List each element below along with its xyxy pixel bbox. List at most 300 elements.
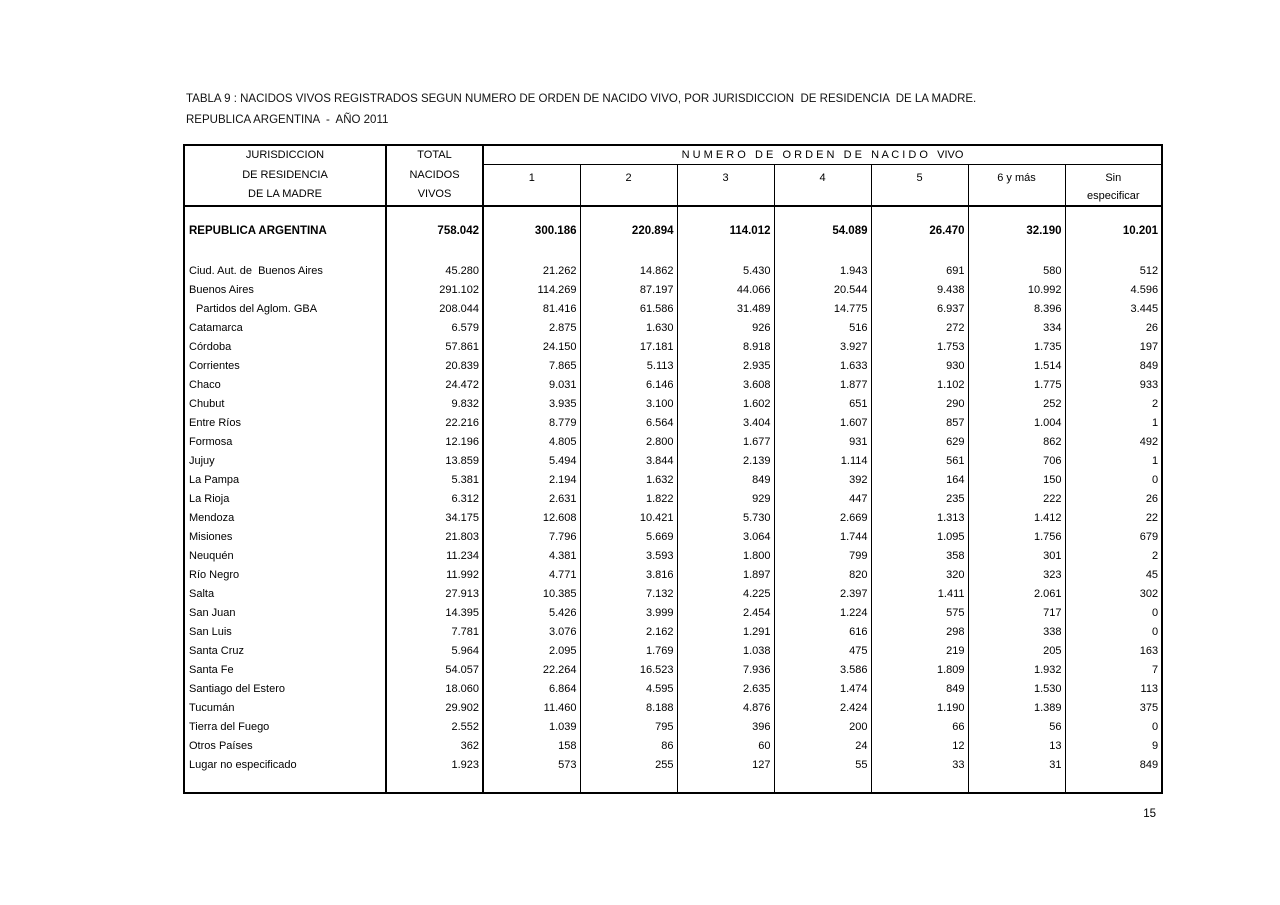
table-row [184, 300, 1162, 319]
cell-value: 1.412 [968, 509, 1065, 528]
col-header-total-line: TOTAL [417, 149, 452, 161]
cell-value: 6.312 [386, 490, 483, 509]
cell-value: 1.389 [968, 699, 1065, 718]
cell-value: 11.992 [386, 566, 483, 585]
table-row [184, 490, 1162, 509]
cell-value: 3.064 [677, 528, 774, 547]
row-label: San Luis [189, 626, 232, 638]
cell-value: 5.381 [386, 471, 483, 490]
cell-value: 235 [871, 490, 968, 509]
cell-value: 5.426 [483, 604, 580, 623]
cell-value: 7.781 [386, 623, 483, 642]
cell-value: 13.859 [386, 452, 483, 471]
table-row [184, 338, 1162, 357]
col-header-order-5: 5 [871, 164, 968, 206]
cell-value: 799 [774, 547, 871, 566]
cell-value: 222 [968, 490, 1065, 509]
table-row [184, 718, 1162, 737]
cell-value: 334 [968, 319, 1065, 338]
table-row [184, 319, 1162, 338]
cell-value: 1.514 [968, 357, 1065, 376]
cell-value: 6.579 [386, 319, 483, 338]
cell-value: 24.150 [483, 338, 580, 357]
cell-value: 54.057 [386, 661, 483, 680]
cell-value: 22 [1065, 509, 1162, 528]
cell-value: 114.269 [483, 281, 580, 300]
cell-value: 679 [1065, 528, 1162, 547]
cell-value: 717 [968, 604, 1065, 623]
table-row [184, 642, 1162, 661]
row-label: Catamarca [189, 322, 243, 334]
col-header-order-banner: N U M E R O D E O R D E N D E N A C I D O VIVO [483, 145, 1162, 164]
cell-value: 17.181 [580, 338, 677, 357]
cell-value: 1 [1065, 452, 1162, 471]
cell-value: 2.424 [774, 699, 871, 718]
cell-value: 3.927 [774, 338, 871, 357]
cell-value: 3.586 [774, 661, 871, 680]
col-header-jurisdiction-line: JURISDICCION [245, 149, 325, 161]
cell-value: 516 [774, 319, 871, 338]
header-row-1 [184, 145, 1162, 164]
cell-value: 1.809 [871, 661, 968, 680]
cell-value: 32.190 [968, 222, 1065, 241]
cell-value: 205 [968, 642, 1065, 661]
cell-value: 2.875 [483, 319, 580, 338]
cell-value: 20.544 [774, 281, 871, 300]
cell-value: 1.756 [968, 528, 1065, 547]
table-row [184, 699, 1162, 718]
cell-value: 926 [677, 319, 774, 338]
cell-value: 290 [871, 395, 968, 414]
table-row [184, 357, 1162, 376]
row-label: Buenos Aires [189, 284, 254, 296]
cell-value: 862 [968, 433, 1065, 452]
cell-value: 9.832 [386, 395, 483, 414]
cell-value: 492 [1065, 433, 1162, 452]
cell-value: 2 [1065, 395, 1162, 414]
col-header-jurisdiction-line: DE RESIDENCIA [242, 168, 328, 181]
cell-value: 61.586 [580, 300, 677, 319]
cell-value: 1.932 [968, 661, 1065, 680]
cell-value: 219 [871, 642, 968, 661]
cell-value: 26.470 [871, 222, 968, 241]
cell-value: 164 [871, 471, 968, 490]
cell-value: 849 [1065, 756, 1162, 775]
cell-value: 12.196 [386, 433, 483, 452]
cell-value: 2.635 [677, 680, 774, 699]
cell-value: 8.779 [483, 414, 580, 433]
table-title-line1: TABLA 9 : NACIDOS VIVOS REGISTRADOS SEGUN NUMERO DE ORDEN DE NACIDO VIVO, POR JURISDICCION DE RESIDENCIA DE LA MADRE. [186, 93, 977, 105]
cell-value: 616 [774, 623, 871, 642]
cell-value: 3.844 [580, 452, 677, 471]
table-row [184, 566, 1162, 585]
cell-value: 795 [580, 718, 677, 737]
cell-value: 691 [871, 262, 968, 281]
cell-value: 338 [968, 623, 1065, 642]
cell-value: 1.114 [774, 452, 871, 471]
cell-value: 220.894 [580, 222, 677, 241]
cell-value: 9.438 [871, 281, 968, 300]
cell-value: 0 [1065, 623, 1162, 642]
cell-value: 291.102 [386, 281, 483, 300]
row-label: Tierra del Fuego [189, 721, 270, 733]
cell-value: 1.735 [968, 338, 1065, 357]
cell-value: 3.100 [580, 395, 677, 414]
cell-value: 300.186 [483, 222, 580, 241]
cell-value: 45.280 [386, 262, 483, 281]
cell-value: 6.864 [483, 680, 580, 699]
col-header-total-line: NACIDOS [409, 168, 460, 181]
table-row [184, 376, 1162, 395]
col-header-order-3: 3 [677, 164, 774, 206]
col-header-order-2: 2 [580, 164, 677, 206]
table-header [184, 145, 1162, 206]
cell-value: 7.132 [580, 585, 677, 604]
cell-value: 2.454 [677, 604, 774, 623]
cell-value: 26 [1065, 490, 1162, 509]
cell-value: 26 [1065, 319, 1162, 338]
cell-value: 857 [871, 414, 968, 433]
cell-value: 1.039 [483, 718, 580, 737]
cell-value: 4.771 [483, 566, 580, 585]
cell-value: 392 [774, 471, 871, 490]
cell-value: 1 [1065, 414, 1162, 433]
cell-value: 10.201 [1065, 222, 1162, 241]
cell-value: 18.060 [386, 680, 483, 699]
cell-value: 8.396 [968, 300, 1065, 319]
cell-value: 1.095 [871, 528, 968, 547]
cell-value: 2.631 [483, 490, 580, 509]
cell-value: 5.964 [386, 642, 483, 661]
col-header-sin-especificar-line: Sin [1105, 171, 1122, 184]
cell-value: 2.800 [580, 433, 677, 452]
cell-value: 14.775 [774, 300, 871, 319]
row-label: Corrientes [189, 360, 240, 372]
cell-value: 849 [871, 680, 968, 699]
row-label: Ciud. Aut. de Buenos Aires [189, 265, 323, 277]
cell-value: 933 [1065, 376, 1162, 395]
cell-value: 1.038 [677, 642, 774, 661]
cell-value: 10.421 [580, 509, 677, 528]
spacer-row [184, 241, 1162, 262]
cell-value: 4.596 [1065, 281, 1162, 300]
cell-value: 320 [871, 566, 968, 585]
cell-value: 302 [1065, 585, 1162, 604]
cell-value: 10.992 [968, 281, 1065, 300]
cell-value: 16.523 [580, 661, 677, 680]
col-header-jurisdiction [184, 145, 386, 206]
col-header-sin-especificar [1065, 164, 1162, 206]
cell-value: 1.632 [580, 471, 677, 490]
table-title [186, 89, 976, 131]
cell-value: 1.630 [580, 319, 677, 338]
cell-value: 1.897 [677, 566, 774, 585]
table-row [184, 471, 1162, 490]
table-title-line2: REPUBLICA ARGENTINA - AÑO 2011 [186, 114, 389, 126]
cell-value: 6.564 [580, 414, 677, 433]
cell-value: 7 [1065, 661, 1162, 680]
cell-value: 208.044 [386, 300, 483, 319]
page-number: 15 [1143, 808, 1156, 820]
cell-value: 60 [677, 737, 774, 756]
cell-value: 447 [774, 490, 871, 509]
cell-value: 1.291 [677, 623, 774, 642]
cell-value: 1.474 [774, 680, 871, 699]
cell-value: 651 [774, 395, 871, 414]
cell-value: 114.012 [677, 222, 774, 241]
cell-value: 6.937 [871, 300, 968, 319]
cell-value: 1.602 [677, 395, 774, 414]
cell-value: 272 [871, 319, 968, 338]
row-label: Río Negro [189, 569, 240, 581]
table-body [184, 206, 1162, 793]
table-row [184, 509, 1162, 528]
births-table [183, 144, 1163, 794]
cell-value: 512 [1065, 262, 1162, 281]
cell-value: 21.262 [483, 262, 580, 281]
cell-value: 3.816 [580, 566, 677, 585]
cell-value: 1.004 [968, 414, 1065, 433]
cell-value: 197 [1065, 338, 1162, 357]
births-table-wrap [183, 144, 1163, 794]
cell-value: 1.677 [677, 433, 774, 452]
row-label: Jujuy [189, 455, 215, 467]
cell-value: 1.633 [774, 357, 871, 376]
cell-value: 54.089 [774, 222, 871, 241]
table-row [184, 623, 1162, 642]
cell-value: 4.876 [677, 699, 774, 718]
cell-value: 1.769 [580, 642, 677, 661]
cell-value: 3.445 [1065, 300, 1162, 319]
table-row [184, 737, 1162, 756]
cell-value: 573 [483, 756, 580, 775]
cell-value: 7.865 [483, 357, 580, 376]
cell-value: 12.608 [483, 509, 580, 528]
cell-value: 6.146 [580, 376, 677, 395]
cell-value: 2.397 [774, 585, 871, 604]
cell-value: 758.042 [386, 222, 483, 241]
cell-value: 358 [871, 547, 968, 566]
row-label: Chubut [189, 398, 225, 410]
cell-value: 1.822 [580, 490, 677, 509]
cell-value: 1.411 [871, 585, 968, 604]
cell-value: 1.943 [774, 262, 871, 281]
table-row [184, 262, 1162, 281]
cell-value: 33 [871, 756, 968, 775]
row-label: Partidos del Aglom. GBA [196, 303, 318, 315]
cell-value: 475 [774, 642, 871, 661]
row-label: Mendoza [189, 512, 235, 524]
row-label: Neuquén [189, 550, 234, 562]
cell-value: 81.416 [483, 300, 580, 319]
cell-value: 1.775 [968, 376, 1065, 395]
row-label: REPUBLICA ARGENTINA [189, 225, 327, 237]
cell-value: 1.190 [871, 699, 968, 718]
cell-value: 2 [1065, 547, 1162, 566]
cell-value: 1.923 [386, 756, 483, 775]
cell-value: 298 [871, 623, 968, 642]
col-header-order-6ymas: 6 y más [968, 164, 1065, 206]
cell-value: 24.472 [386, 376, 483, 395]
table-row [184, 661, 1162, 680]
cell-value: 3.608 [677, 376, 774, 395]
cell-value: 362 [386, 737, 483, 756]
row-label: Otros Países [189, 740, 253, 752]
cell-value: 66 [871, 718, 968, 737]
row-label: Salta [189, 588, 215, 600]
cell-value: 820 [774, 566, 871, 585]
cell-value: 2.194 [483, 471, 580, 490]
cell-value: 34.175 [386, 509, 483, 528]
cell-value: 5.430 [677, 262, 774, 281]
row-label: Entre Ríos [189, 417, 241, 429]
cell-value: 22.264 [483, 661, 580, 680]
cell-value: 575 [871, 604, 968, 623]
cell-value: 1.607 [774, 414, 871, 433]
table-row [184, 680, 1162, 699]
cell-value: 1.877 [774, 376, 871, 395]
cell-value: 0 [1065, 604, 1162, 623]
cell-value: 1.102 [871, 376, 968, 395]
cell-value: 0 [1065, 471, 1162, 490]
cell-value: 2.935 [677, 357, 774, 376]
cell-value: 7.936 [677, 661, 774, 680]
cell-value: 56 [968, 718, 1065, 737]
cell-value: 127 [677, 756, 774, 775]
cell-value: 1.530 [968, 680, 1065, 699]
row-label: La Pampa [189, 474, 240, 486]
cell-value: 20.839 [386, 357, 483, 376]
row-label: Tucumán [189, 702, 235, 714]
cell-value: 163 [1065, 642, 1162, 661]
row-label: Santa Fe [189, 664, 234, 676]
table-row [184, 281, 1162, 300]
cell-value: 5.669 [580, 528, 677, 547]
cell-value: 86 [580, 737, 677, 756]
cell-value: 14.862 [580, 262, 677, 281]
col-header-order-4: 4 [774, 164, 871, 206]
cell-value: 8.188 [580, 699, 677, 718]
cell-value: 849 [677, 471, 774, 490]
cell-value: 252 [968, 395, 1065, 414]
cell-value: 57.861 [386, 338, 483, 357]
row-label: San Juan [189, 607, 236, 619]
cell-value: 396 [677, 718, 774, 737]
cell-value: 31 [968, 756, 1065, 775]
cell-value: 3.593 [580, 547, 677, 566]
cell-value: 45 [1065, 566, 1162, 585]
total-row [184, 222, 1162, 241]
cell-value: 12 [871, 737, 968, 756]
cell-value: 2.552 [386, 718, 483, 737]
cell-value: 930 [871, 357, 968, 376]
cell-value: 2.669 [774, 509, 871, 528]
table-row [184, 585, 1162, 604]
cell-value: 7.796 [483, 528, 580, 547]
cell-value: 3.404 [677, 414, 774, 433]
cell-value: 4.225 [677, 585, 774, 604]
cell-value: 1.753 [871, 338, 968, 357]
row-label: Santa Cruz [189, 645, 245, 657]
cell-value: 0 [1065, 718, 1162, 737]
row-label: Córdoba [189, 341, 232, 353]
table-row [184, 547, 1162, 566]
cell-value: 931 [774, 433, 871, 452]
cell-value: 29.902 [386, 699, 483, 718]
spacer-row [184, 206, 1162, 222]
table-row [184, 452, 1162, 471]
row-label: Misiones [189, 531, 233, 543]
row-label: Chaco [189, 379, 221, 391]
cell-value: 580 [968, 262, 1065, 281]
cell-value: 13 [968, 737, 1065, 756]
cell-value: 158 [483, 737, 580, 756]
cell-value: 375 [1065, 699, 1162, 718]
cell-value: 24 [774, 737, 871, 756]
cell-value: 3.076 [483, 623, 580, 642]
spacer-row [184, 775, 1162, 793]
cell-value: 4.805 [483, 433, 580, 452]
cell-value: 27.913 [386, 585, 483, 604]
cell-value: 1.313 [871, 509, 968, 528]
cell-value: 150 [968, 471, 1065, 490]
cell-value: 55 [774, 756, 871, 775]
table-row [184, 433, 1162, 452]
cell-value: 561 [871, 452, 968, 471]
cell-value: 255 [580, 756, 677, 775]
cell-value: 22.216 [386, 414, 483, 433]
row-label: Santiago del Estero [189, 683, 286, 695]
col-header-jurisdiction-line: DE LA MADRE [248, 188, 322, 200]
col-header-order-1: 1 [483, 164, 580, 206]
cell-value: 9 [1065, 737, 1162, 756]
table-row [184, 395, 1162, 414]
cell-value: 200 [774, 718, 871, 737]
row-label: Lugar no especificado [189, 759, 297, 771]
table-row [184, 528, 1162, 547]
cell-value: 87.197 [580, 281, 677, 300]
cell-value: 2.139 [677, 452, 774, 471]
cell-value: 629 [871, 433, 968, 452]
cell-value: 10.385 [483, 585, 580, 604]
cell-value: 301 [968, 547, 1065, 566]
cell-value: 1.800 [677, 547, 774, 566]
cell-value: 21.803 [386, 528, 483, 547]
cell-value: 8.918 [677, 338, 774, 357]
cell-value: 929 [677, 490, 774, 509]
cell-value: 5.494 [483, 452, 580, 471]
cell-value: 2.095 [483, 642, 580, 661]
cell-value: 706 [968, 452, 1065, 471]
cell-value: 1.224 [774, 604, 871, 623]
cell-value: 3.999 [580, 604, 677, 623]
row-label: Formosa [189, 436, 233, 448]
cell-value: 2.162 [580, 623, 677, 642]
cell-value: 31.489 [677, 300, 774, 319]
col-header-sin-especificar-line: especificar [1086, 189, 1140, 202]
cell-value: 4.381 [483, 547, 580, 566]
col-header-total [386, 145, 483, 206]
cell-value: 4.595 [580, 680, 677, 699]
table-row [184, 414, 1162, 433]
cell-value: 3.935 [483, 395, 580, 414]
cell-value: 9.031 [483, 376, 580, 395]
cell-value: 5.730 [677, 509, 774, 528]
table-row [184, 604, 1162, 623]
cell-value: 323 [968, 566, 1065, 585]
col-header-total-line: VIVOS [417, 188, 452, 200]
cell-value: 11.234 [386, 547, 483, 566]
